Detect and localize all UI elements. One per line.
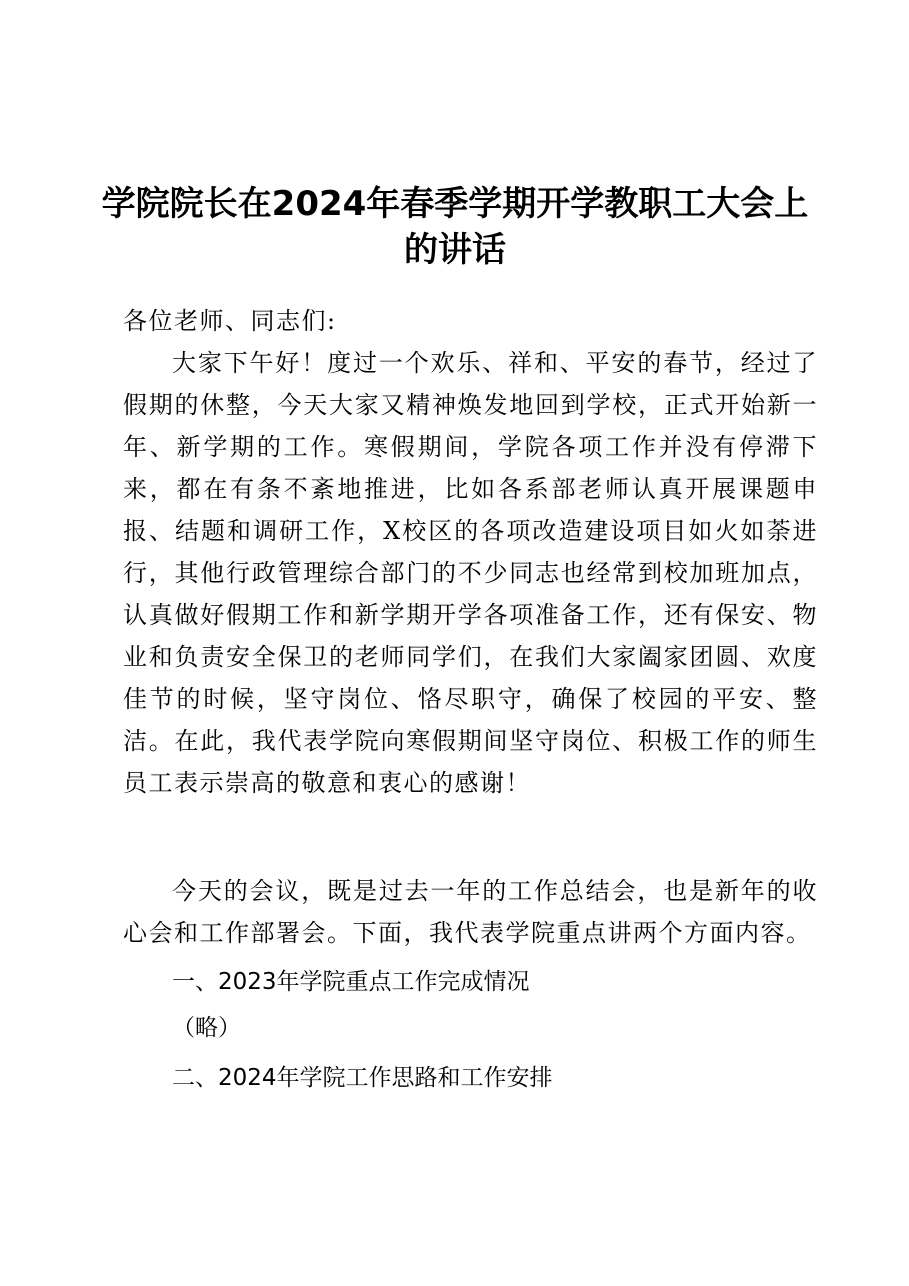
greeting: 各位老师、同志们:: [123, 307, 337, 335]
omitted-note: （略）: [172, 1015, 241, 1041]
section-heading-2023-review: 一、2023年学院重点工作完成情况: [172, 969, 530, 995]
document-title: 学院院长在2024年春季学期开学教职工大会上的讲话: [101, 183, 809, 270]
section-heading-2024-plan: 二、2024年学院工作思路和工作安排: [172, 1065, 553, 1091]
paragraph-meeting-purpose: 今天的会议，既是过去一年的工作总结会，也是新年的收心会和工作部署会。下面，我代表学院重点讲两个方面内容。: [123, 877, 818, 947]
paragraph-opening: 大家下午好！度过一个欢乐、祥和、平安的春节，经过了假期的休整，今天大家又精神焕发地回到学校，正式开始新一年、新学期的工作。寒假期间，学院各项工作并没有停滞下来，都在有条不紊地推进，比如各系部老师认真开展课题申报、结题和调研工作，X校区的各项改造建设项目如火如荼进行，其他行政管理综合部门的不少同志也经常到校加班加点，认真做好假期工作和新学期开学各项准备工作，还有保安、物业和负责安全保卫的老师同学们，在我们大家阖家团圆、欢度佳节的时候，坚守岗位、恪尽职守，确保了校园的平安、整洁。在此，我代表学院向寒假期间坚守岗位、积极工作的师生员工表示崇高的敬意和衷心的感谢！: [123, 349, 818, 797]
